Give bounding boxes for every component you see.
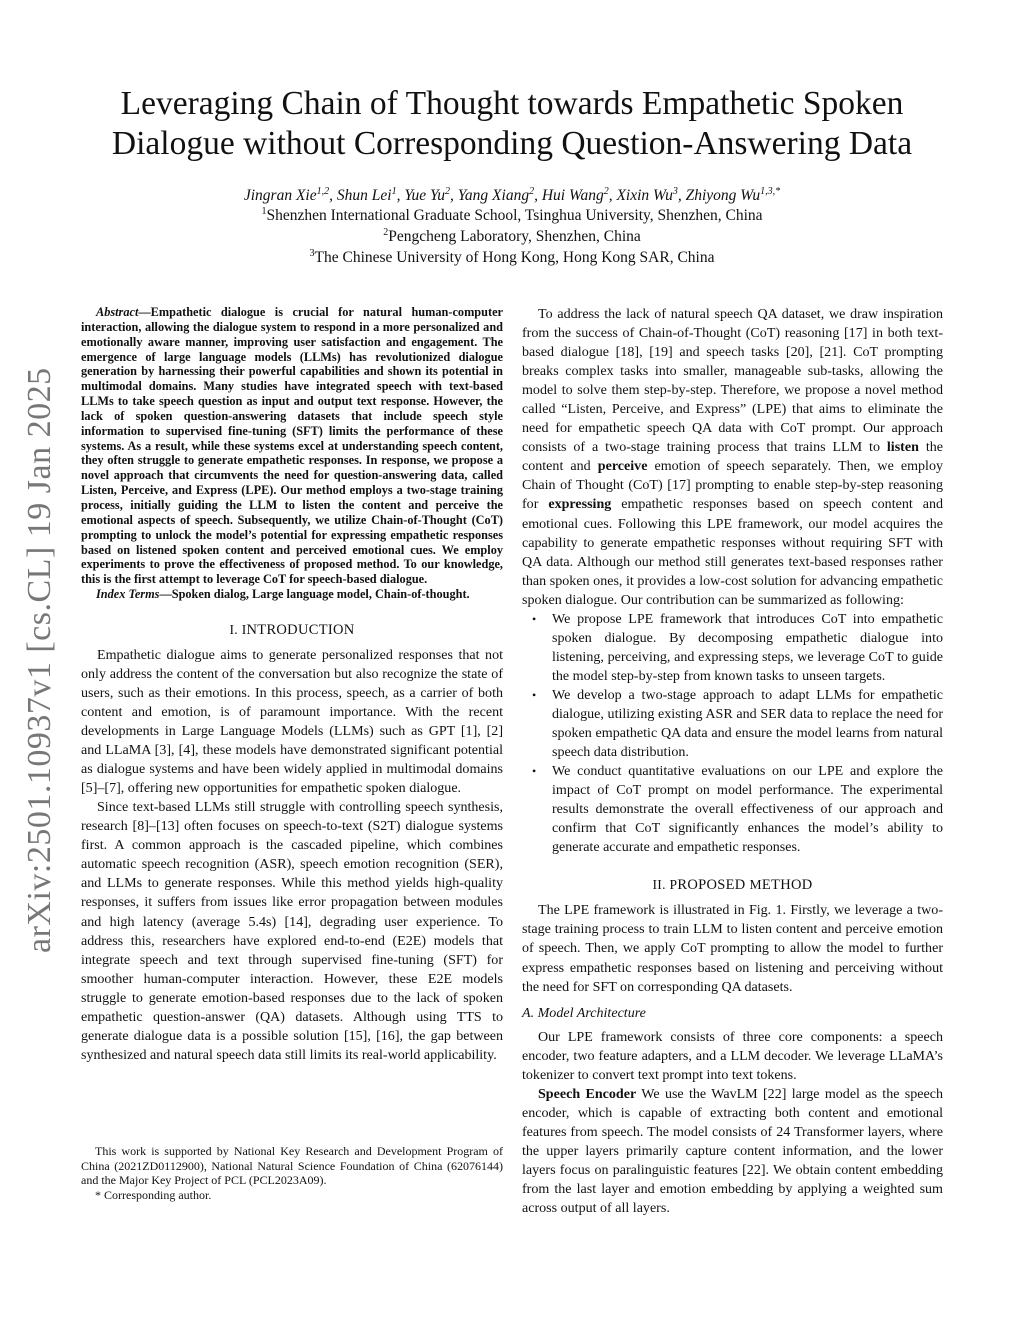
funding-footnote: This work is supported by National Key Research and Development Program of China (2021ZD0112900), National Natural Science Foundation of China (62076144) and the Major Key Project of PCL (PCL2023A09).: [81, 1144, 503, 1188]
intro-paragraph: Since text-based LLMs still struggle with controlling speech synthesis, research [8]–[13] often focuses on speech-to-text (S2T) dialogue systems first. A common approach is the cascaded pipeline, which combines automatic speech recognition (ASR), speech emotion recognition (SER), and LLMs to generate responses. While this method yields high-quality responses, it suffers from issues like error propagation between modules and high latency (average 5.4s) [14], degrading user experience. To address this, researchers have explored end-to-end (E2E) models that integrate speech and text through supervised fine-tuning (SFT) for smoother human-computer interaction. However, these E2E models struggle to generate emotion-based responses due to the lack of spoken empathetic question-answer (QA) datasets. Although using TTS to generate dialogue data is a possible solution [15], [16], the gap between synthesized and natural speech data still limits its real-world applicability.: [81, 799, 503, 1063]
bullet-icon: •: [532, 611, 537, 626]
section-heading-proposed-method: II. PROPOSED METHOD: [652, 877, 813, 894]
motivation-paragraph: To address the lack of natural speech QA dataset, we draw inspiration from the success of Chain-of-Thought (CoT) reasoning [17] in both text-based dialogue [18], [19] and speech tasks [20], [21]. CoT prompting breaks complex tasks into smaller, manageable sub-tasks, allowing the model to solve them step-by-step. Therefore, we propose a novel method called “Listen, Perceive, and Express” (LPE) that aims to eliminate the need for empathetic speech QA data with CoT prompt. Our approach consists of a two-stage training process that trains LLM to listen the content and perceive emotion of speech separately. Then, we employ Chain of Thought (CoT) [17] prompting to enable step-by-step reasoning for expressing empathetic responses based on speech content and emotional cues. Following this LPE framework, our model acquires the capability to generate empathetic responses without requiring SFT with QA data. Although our method still generates text-based responses rather than spoken ones, it provides a low-cost solution for advancing empathetic spoken dialogue. Our contribution can be summarized as following:: [522, 306, 943, 608]
author: Zhiyong $Wu^{1,3,*}$: [685, 185, 781, 204]
corresponding-author-note: * Corresponding author.: [95, 1188, 212, 1203]
intro-paragraph: Empathetic dialogue aims to generate personalized responses that not only address the content of the conversation but also recognize the state of users, such as their emotions. In this process, speech, as a carrier of both content and emotion, is of paramount importance. With the recent developments in Large Language Models (LLMs) such as GPT [1], [2] and LLaMA [3], [4], these models have demonstrated significant potential as dialogue systems and have been widely applied in multimodal domains [5]–[7], offering new opportunities for empathetic spoken dialogue.: [81, 646, 503, 797]
list-item: • We propose LPE framework that introduces CoT into empathetic spoken dialogue. By decomposing empathetic dialogue into listening, perceiving, and expressing steps, we leverage CoT to guide the model step-by-step from known tasks to unseen targets.: [532, 610, 943, 684]
bullet-icon: •: [532, 687, 537, 702]
bullet-icon: •: [532, 764, 537, 779]
list-item: • We develop a two-stage approach to adapt LLMs for empathetic dialogue, utilizing existing ASR and SER data to replace the need for spoken empathetic QA data and ensure the model learns from natural speech data distribution.: [532, 686, 943, 761]
affiliation: $^2$Pengcheng Laboratory, Shenzhen, China: [383, 226, 641, 245]
arxiv-identifier: arXiv:2501.10937v1 [cs.CL] 19 Jan 2025: [21, 367, 58, 953]
author: Shun Lei$^1$: [336, 185, 397, 204]
method-paragraph: The LPE framework is illustrated in Fig. 1. Firstly, we leverage a two-stage training process to train LLM to listen content and perceive emotion of speech. Then, we apply CoT prompting to allow the model to further express empathetic responses based on listening and perceiving without the need for SFT on corresponding QA datasets.: [522, 902, 943, 995]
paper-title: [80, 84, 944, 164]
author: Xixin Wu$^3$: [616, 185, 678, 204]
right-column: [522, 305, 943, 1218]
author-list: Jingran Xie$^{1,2}$, Shun Lei$^1$, Yue Yu$^2$, Yang Xiang$^2$, Hui Wang$^2$, Xixin Wu$^3$, Zhiyong $Wu^{1,3,*}$: [243, 185, 781, 204]
author: Jingran Xie$^{1,2}$: [243, 185, 330, 204]
architecture-paragraph: Our LPE framework consists of three core components: a speech encoder, two feature adapters, and a LLM decoder. We leverage LLaMA’s tokenizer to convert text prompt into text tokens.: [522, 1028, 943, 1083]
title-line-1: Leveraging Chain of Thought towards Empathetic Spoken: [120, 85, 904, 122]
author: Yue Yu$^2$: [404, 185, 450, 204]
affiliation: $^1$Shenzhen International Graduate School, Tsinghua University, Shenzhen, China: [261, 205, 763, 224]
subsection-heading-model-architecture: A. Model Architecture: [522, 1004, 646, 1021]
speech-encoder-paragraph: Speech Encoder We use the WavLM [22] large model as the speech encoder, which is capable of extracting both content and emotional features from speech. The model consists of 24 Transformer layers, where the upper layers primarily capture content information, and the lower layers focus on paralinguistic features [22]. We obtain content embedding from the last layer and emotion embedding by applying a weighted sum across output of all layers.: [522, 1085, 943, 1217]
left-column: [81, 305, 503, 1065]
contribution-list: [522, 610, 943, 858]
affiliation: $^3$The Chinese University of Hong Kong, Hong Kong SAR, China: [309, 247, 715, 266]
section-heading-introduction: I. INTRODUCTION: [229, 621, 355, 638]
author: Hui Wang$^2$: [541, 185, 609, 204]
author: Yang Xiang$^2$: [457, 185, 535, 204]
abstract: Abstract—Empathetic dialogue is crucial for natural human-computer interaction, allowing the dialogue system to respond in a more personalized and emotionally aware manner, improving user satisfaction and engagement. The emergence of large language models (LLMs) has revolutionized dialogue generation by harnessing their powerful capabilities and shown its potential in multimodal domains. Many studies have integrated speech with text-based LLMs to take speech question as input and output text response. However, the lack of spoken question-answering datasets that include speech style information to supervised fine-tuning (SFT) limits the performance of these systems. As a result, while these systems excel at understanding speech content, they often struggle to generate empathetic responses. In response, we propose a novel approach that circumvents the need for question-answering data, called Listen, Perceive, and Express (LPE). Our method employs a two-stage training process, initially guiding the LLM to listen the content and perceive the emotional aspects of speech. Subsequently, we utilize Chain-of-Thought (CoT) prompting to unlock the model’s potential for expressing empathetic responses based on listened spoken content and perceived emotional cues. We employ experiments to prove the effectiveness of proposed method. To our knowledge, this is the first attempt to leverage CoT for speech-based dialogue.: [81, 305, 503, 587]
index-terms: Index Terms—Spoken dialog, Large language model, Chain-of-thought.: [96, 587, 470, 602]
title-line-2: Dialogue without Corresponding Question-Answering Data: [111, 125, 913, 162]
footnotes: [81, 1144, 503, 1203]
list-item: • We conduct quantitative evaluations on our LPE and explore the impact of CoT prompt on model performance. The experimental results demonstrate the overall effectiveness of our approach and confirm that CoT significantly enhances the model’s ability to generate accurate and empathetic responses.: [532, 763, 943, 856]
